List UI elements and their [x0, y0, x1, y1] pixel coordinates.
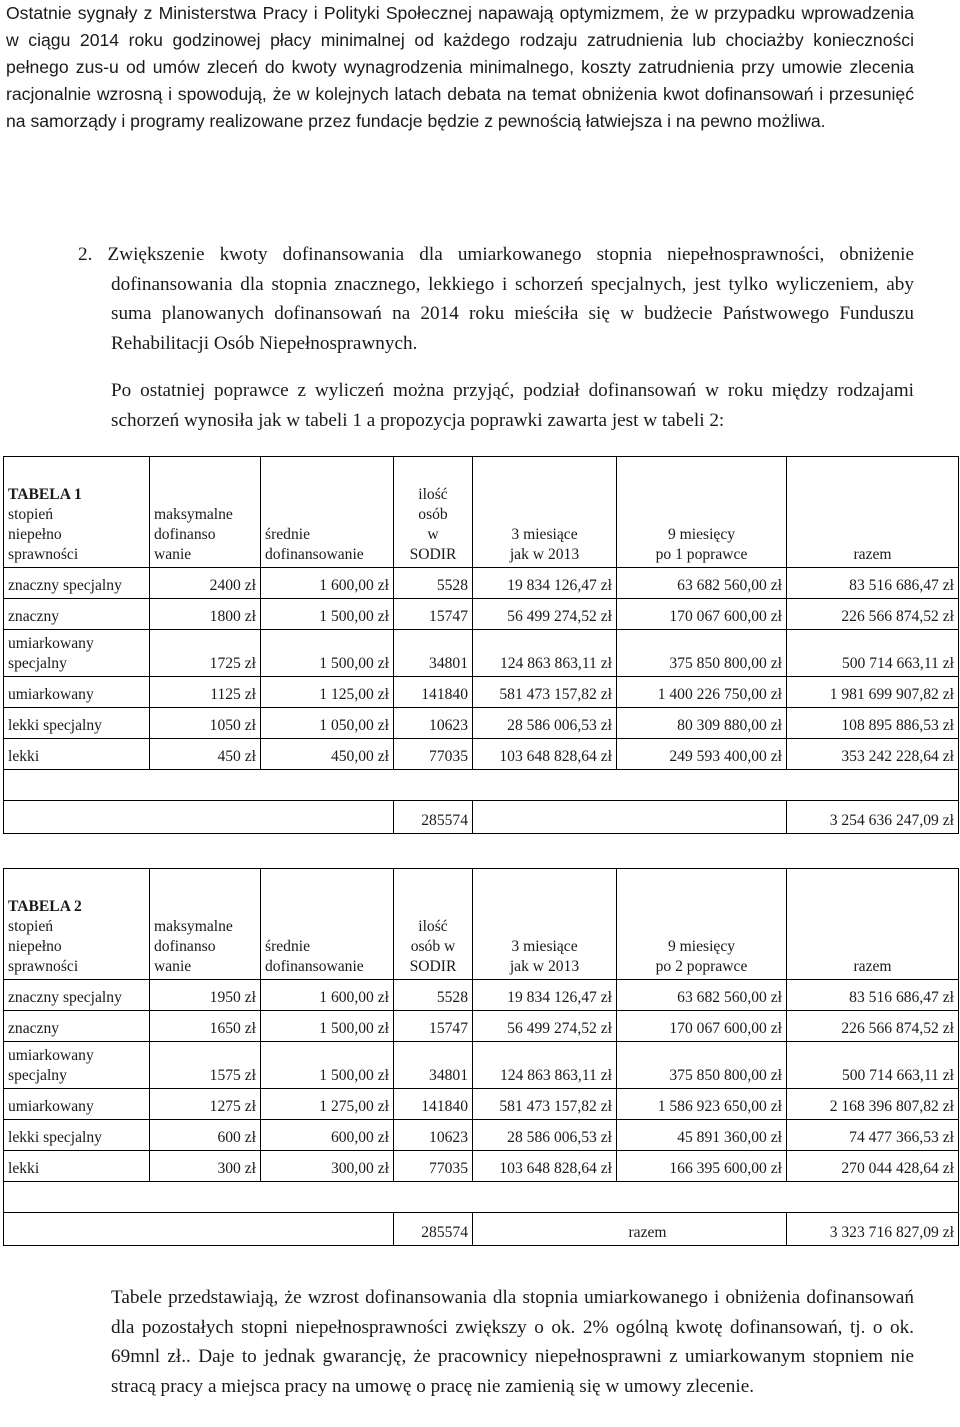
- blank-cell: [4, 1182, 959, 1213]
- degree-cell: znaczny specjalny: [4, 980, 150, 1011]
- header-line: stopień: [8, 918, 54, 935]
- nine-months-cell: 80 309 880,00 zł: [617, 708, 787, 739]
- three-months-cell: 581 473 157,82 zł: [473, 1089, 617, 1120]
- count-cell: 15747: [394, 599, 473, 630]
- degree-cell: umiarkowany: [4, 677, 150, 708]
- table-row: [4, 1151, 959, 1182]
- header-line: 3 miesiące: [511, 526, 578, 543]
- table-2: [3, 868, 959, 1246]
- nine-months-cell: 1 586 923 650,00 zł: [617, 1089, 787, 1120]
- degree-cell: lekki specjalny: [4, 708, 150, 739]
- table-row: [4, 739, 959, 770]
- header-line: SODIR: [409, 958, 457, 975]
- degree-cell: znaczny specjalny: [4, 568, 150, 599]
- avg-cell: 1 050,00 zł: [261, 708, 394, 739]
- header-line: niepełno: [8, 938, 62, 955]
- table-row: [4, 1042, 959, 1089]
- sum-row: [4, 801, 959, 834]
- total-cell: 1 981 699 907,82 zł: [787, 677, 959, 708]
- count-cell: 77035: [394, 1151, 473, 1182]
- max-cell: 1800 zł: [150, 599, 261, 630]
- sum-row: [4, 1213, 959, 1246]
- table-row: [4, 980, 959, 1011]
- header-line: razem: [853, 546, 892, 563]
- nine-months-cell: 45 891 360,00 zł: [617, 1120, 787, 1151]
- header-cell: [150, 457, 261, 568]
- total-cell: 74 477 366,53 zł: [787, 1120, 959, 1151]
- count-cell: 34801: [394, 630, 473, 677]
- three-months-cell: 28 586 006,53 zł: [473, 1120, 617, 1151]
- avg-cell: 300,00 zł: [261, 1151, 394, 1182]
- three-months-cell: 103 648 828,64 zł: [473, 1151, 617, 1182]
- sum-spacer-cell: [4, 801, 394, 834]
- header-line: wanie: [154, 958, 192, 975]
- table-row: [4, 630, 959, 677]
- header-line: średnie: [265, 938, 311, 955]
- header-line: 3 miesiące: [511, 938, 578, 955]
- header-line: dofinanso: [154, 938, 216, 955]
- max-cell: 1275 zł: [150, 1089, 261, 1120]
- table-1: [3, 456, 959, 834]
- three-months-cell: 19 834 126,47 zł: [473, 568, 617, 599]
- header-cell: [4, 869, 150, 980]
- avg-cell: 600,00 zł: [261, 1120, 394, 1151]
- nine-months-cell: 170 067 600,00 zł: [617, 599, 787, 630]
- avg-cell: 1 500,00 zł: [261, 599, 394, 630]
- table-title: TABELA 2: [8, 898, 82, 915]
- count-cell: 10623: [394, 708, 473, 739]
- total-cell: 226 566 874,52 zł: [787, 1011, 959, 1042]
- header-cell: [261, 869, 394, 980]
- sum-spacer-cell: [4, 1213, 394, 1246]
- sum-count-cell: 285574: [394, 1213, 473, 1246]
- count-cell: 141840: [394, 677, 473, 708]
- header-cell: [4, 457, 150, 568]
- nine-months-cell: 63 682 560,00 zł: [617, 980, 787, 1011]
- degree-cell: lekki specjalny: [4, 1120, 150, 1151]
- nine-months-cell: 249 593 400,00 zł: [617, 739, 787, 770]
- total-cell: 270 044 428,64 zł: [787, 1151, 959, 1182]
- degree-cell: lekki: [4, 739, 150, 770]
- header-line: po 2 poprawce: [655, 958, 748, 975]
- three-months-cell: 19 834 126,47 zł: [473, 980, 617, 1011]
- header-line: 9 miesięcy: [667, 526, 736, 543]
- point-2-paragraph: [78, 240, 915, 358]
- degree-cell: umiarkowany specjalny: [4, 1042, 150, 1089]
- header-line: niepełno: [8, 526, 62, 543]
- table-header-row: [4, 869, 959, 980]
- header-cell: [150, 869, 261, 980]
- avg-cell: 1 500,00 zł: [261, 630, 394, 677]
- header-line: osób: [418, 506, 448, 523]
- header-line: SODIR: [409, 546, 457, 563]
- header-cell: [473, 457, 617, 568]
- header-cell: [473, 869, 617, 980]
- count-cell: 5528: [394, 980, 473, 1011]
- total-cell: 500 714 663,11 zł: [787, 630, 959, 677]
- closing-paragraph: Tabele przedstawiają, że wzrost dofinansowania dla stopnia umiarkowanego i obniżenia dofinansowań dla pozostałych stopni niepełnosprawności zwiększy o ok. 2% ogólną kwotę dofinansowań, tj. o ok. 69mnl zł.. Daje to jednak gwarancję, że pracownicy niepełnosprawni z umiarkowanym stopniem nie stracą pracy a miejsca pracy na umowę o pracę nie zamienią się w umowy zlecenie.: [111, 1287, 914, 1397]
- count-cell: 34801: [394, 1042, 473, 1089]
- avg-cell: 1 600,00 zł: [261, 980, 394, 1011]
- blank-row: [4, 770, 959, 801]
- degree-cell: znaczny: [4, 1011, 150, 1042]
- table-row: [4, 568, 959, 599]
- nine-months-cell: 375 850 800,00 zł: [617, 630, 787, 677]
- header-line: dofinanso: [154, 526, 216, 543]
- max-cell: 450 zł: [150, 739, 261, 770]
- header-cell: [617, 457, 787, 568]
- header-cell: [787, 457, 959, 568]
- max-cell: 1650 zł: [150, 1011, 261, 1042]
- sum-total-cell: 3 323 716 827,09 zł: [787, 1213, 959, 1246]
- max-cell: 2400 zł: [150, 568, 261, 599]
- three-months-cell: 56 499 274,52 zł: [473, 599, 617, 630]
- header-line: jak w 2013: [509, 546, 580, 563]
- count-cell: 15747: [394, 1011, 473, 1042]
- max-cell: 1125 zł: [150, 677, 261, 708]
- three-months-cell: 124 863 863,11 zł: [473, 630, 617, 677]
- table-row: [4, 677, 959, 708]
- blank-row: [4, 1182, 959, 1213]
- header-line: osób w: [410, 938, 456, 955]
- table-title: TABELA 1: [8, 486, 82, 503]
- total-cell: 500 714 663,11 zł: [787, 1042, 959, 1089]
- header-line: sprawności: [8, 958, 79, 975]
- sum-label-cell: razem: [473, 1213, 787, 1246]
- header-line: wanie: [154, 546, 192, 563]
- count-cell: 141840: [394, 1089, 473, 1120]
- header-line: ilość: [418, 918, 448, 935]
- table-header-row: [4, 457, 959, 568]
- sum-label-cell: [473, 801, 787, 834]
- nine-months-cell: 1 400 226 750,00 zł: [617, 677, 787, 708]
- max-cell: 1725 zł: [150, 630, 261, 677]
- header-cell: [617, 869, 787, 980]
- total-cell: 83 516 686,47 zł: [787, 980, 959, 1011]
- total-cell: 2 168 396 807,82 zł: [787, 1089, 959, 1120]
- header-line: razem: [853, 958, 892, 975]
- sum-count-cell: 285574: [394, 801, 473, 834]
- max-cell: 1950 zł: [150, 980, 261, 1011]
- sum-total-cell: 3 254 636 247,09 zł: [787, 801, 959, 834]
- table-row: [4, 599, 959, 630]
- header-line: sprawności: [8, 546, 79, 563]
- three-months-cell: 103 648 828,64 zł: [473, 739, 617, 770]
- max-cell: 1050 zł: [150, 708, 261, 739]
- header-cell: [787, 869, 959, 980]
- header-line: maksymalne: [154, 506, 233, 523]
- header-line: jak w 2013: [509, 958, 580, 975]
- avg-cell: 1 500,00 zł: [261, 1011, 394, 1042]
- avg-cell: 450,00 zł: [261, 739, 394, 770]
- degree-cell: lekki: [4, 1151, 150, 1182]
- three-months-cell: 56 499 274,52 zł: [473, 1011, 617, 1042]
- header-line: stopień: [8, 506, 54, 523]
- header-line: w: [427, 526, 439, 543]
- header-cell: [261, 457, 394, 568]
- avg-cell: 1 125,00 zł: [261, 677, 394, 708]
- degree-cell: znaczny: [4, 599, 150, 630]
- table-row: [4, 1011, 959, 1042]
- avg-cell: 1 600,00 zł: [261, 568, 394, 599]
- intro-paragraph: Ostatnie sygnały z Ministerstwa Pracy i Polityki Społecznej napawają optymizmem, że w przypadku wprowadzenia w ciągu 2014 roku godzinowej płacy minimalnej od każdego rodzaju zatrudnienia lub chociażby konieczności pełnego zus-u od umów zleceń do kwoty wynagrodzenia minimalnego, koszty zatrudnienia przy umowie zlecenia racjonalnie wzrosną i spowodują, że w kolejnych latach debata na temat obniżenia kwot dofinansowań i przesunięć na samorządy i programy realizowane przez fundacje będzie z pewnością łatwiejsza i na pewno możliwa.: [6, 3, 914, 131]
- avg-cell: 1 275,00 zł: [261, 1089, 394, 1120]
- total-cell: 83 516 686,47 zł: [787, 568, 959, 599]
- count-cell: 5528: [394, 568, 473, 599]
- nine-months-cell: 375 850 800,00 zł: [617, 1042, 787, 1089]
- header-line: ilość: [418, 486, 448, 503]
- header-line: dofinansowanie: [265, 958, 364, 975]
- point-2-text: Zwiększenie kwoty dofinansowania dla umiarkowanego stopnia niepełnosprawności, obniżenie dofinansowania dla stopnia znacznego, lekkiego i schorzeń specjalnych, jest tylko wyliczeniem, aby suma planowanych dofinansowań na 2014 roku mieściła się w budżecie Państwowego Funduszu Rehabilitacji Osób Niepełnosprawnych.: [107, 244, 915, 354]
- count-cell: 10623: [394, 1120, 473, 1151]
- header-line: maksymalne: [154, 918, 233, 935]
- three-months-cell: 581 473 157,82 zł: [473, 677, 617, 708]
- total-cell: 353 242 228,64 zł: [787, 739, 959, 770]
- total-cell: 226 566 874,52 zł: [787, 599, 959, 630]
- table-row: [4, 1089, 959, 1120]
- header-line: dofinansowanie: [265, 546, 364, 563]
- point-2-number: 2.: [78, 244, 93, 265]
- blank-cell: [4, 770, 959, 801]
- max-cell: 600 zł: [150, 1120, 261, 1151]
- three-months-cell: 124 863 863,11 zł: [473, 1042, 617, 1089]
- nine-months-cell: 166 395 600,00 zł: [617, 1151, 787, 1182]
- nine-months-cell: 63 682 560,00 zł: [617, 568, 787, 599]
- degree-cell: umiarkowany: [4, 1089, 150, 1120]
- max-cell: 300 zł: [150, 1151, 261, 1182]
- header-line: średnie: [265, 526, 311, 543]
- table-row: [4, 1120, 959, 1151]
- tables-intro-paragraph: Po ostatniej poprawce z wyliczeń można przyjąć, podział dofinansowań w roku między rodzajami schorzeń wynosiła jak w tabeli 1 a propozycja poprawki zawarta jest w tabeli 2:: [111, 380, 914, 431]
- avg-cell: 1 500,00 zł: [261, 1042, 394, 1089]
- nine-months-cell: 170 067 600,00 zł: [617, 1011, 787, 1042]
- max-cell: 1575 zł: [150, 1042, 261, 1089]
- count-cell: 77035: [394, 739, 473, 770]
- degree-cell: umiarkowany specjalny: [4, 630, 150, 677]
- total-cell: 108 895 886,53 zł: [787, 708, 959, 739]
- header-cell: [394, 869, 473, 980]
- header-cell: [394, 457, 473, 568]
- header-line: 9 miesięcy: [667, 938, 736, 955]
- header-line: po 1 poprawce: [655, 546, 748, 563]
- table-row: [4, 708, 959, 739]
- three-months-cell: 28 586 006,53 zł: [473, 708, 617, 739]
